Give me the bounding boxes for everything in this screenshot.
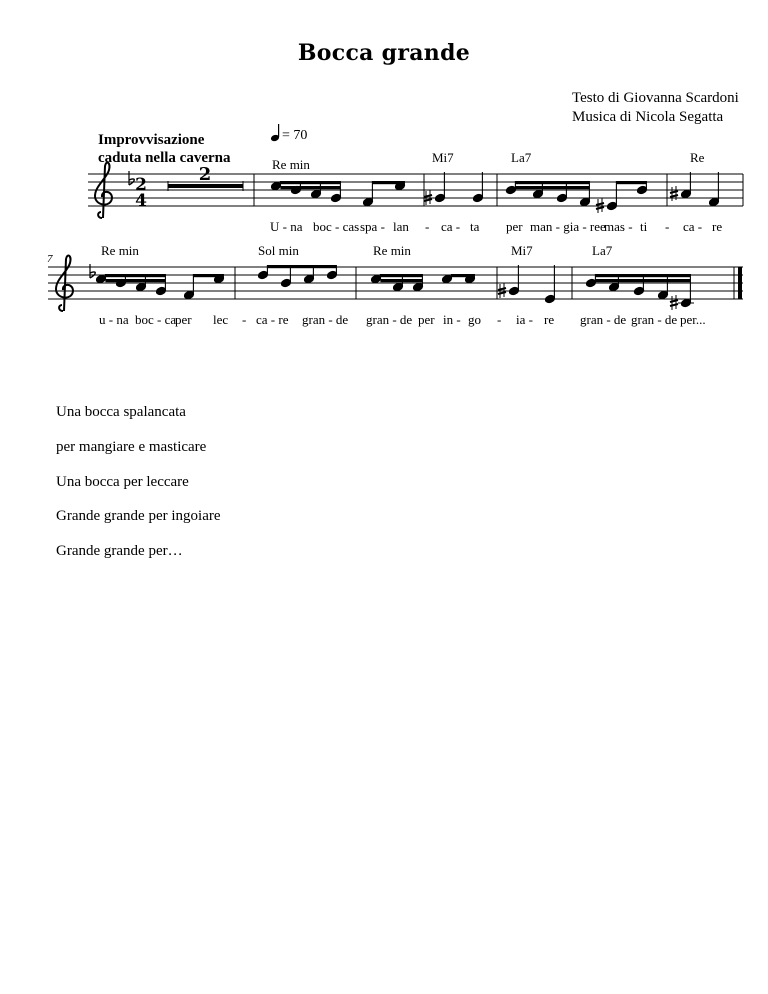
lyric-syllable: ca - — [441, 219, 461, 234]
chord-symbol: Mi7 — [511, 243, 533, 258]
time-signature-bottom: 4 — [135, 191, 147, 211]
lyric-syllable: ia - — [516, 312, 533, 327]
note-beam — [372, 181, 404, 184]
note-beam — [380, 274, 422, 277]
lyric-syllable: spa - — [360, 219, 385, 234]
verse-line: Una bocca per leccare — [56, 473, 189, 490]
note-beam — [515, 181, 589, 184]
music-staves — [0, 0, 768, 340]
note-beam — [105, 279, 165, 282]
verse-line: Una bocca spalancata — [56, 404, 186, 420]
note-beam — [380, 279, 422, 282]
note-beam — [105, 274, 165, 277]
verse-text — [56, 402, 221, 576]
lyric-syllable: man - gia - ree — [530, 219, 606, 234]
lyric-syllable: - — [665, 219, 670, 234]
chord-symbol: Re min — [373, 243, 411, 258]
song-title: Bocca grande — [297, 40, 471, 66]
verse-line: per mangiare e masticare — [56, 438, 207, 455]
lyric-syllable: boc - cas — [313, 219, 360, 234]
lyric-syllable: ca - re — [256, 312, 289, 327]
lyric-syllable: U - na — [270, 219, 303, 234]
lyric-syllable: - — [425, 219, 430, 234]
chord-symbol: Re — [690, 150, 705, 165]
note-beam — [280, 181, 340, 184]
lyric-syllable: gran - de — [631, 312, 678, 327]
lyric-syllable: per — [175, 312, 192, 327]
flat-icon — [90, 264, 95, 278]
lyric-syllable: ti — [640, 219, 648, 234]
sharp-icon — [670, 295, 678, 310]
chord-symbol: La7 — [592, 243, 613, 258]
note-beam — [280, 186, 340, 189]
lyric-syllable: gran - de — [580, 312, 627, 327]
time-signature — [135, 175, 147, 211]
note-beam — [595, 279, 690, 282]
chord-symbol: Mi7 — [432, 150, 454, 165]
note-beam — [515, 186, 589, 189]
lyric-syllable: ta — [470, 219, 480, 234]
note-beam — [193, 274, 223, 277]
tempo-value: = 70 — [282, 128, 308, 143]
lyric-syllable: - — [242, 312, 247, 327]
chord-symbol: La7 — [511, 150, 532, 165]
lyric-syllable: ca - — [683, 219, 703, 234]
note-beam — [595, 274, 690, 277]
verse-line: Grande grande per ingoiare — [56, 508, 221, 525]
lyric-syllable: re — [712, 219, 723, 234]
flat-icon — [129, 171, 134, 185]
lyric-syllable: gran - de — [366, 312, 413, 327]
chord-symbol: Re min — [101, 243, 139, 258]
notes — [95, 172, 719, 310]
lyric-syllable: - — [497, 312, 502, 327]
lyric-syllable: in - — [443, 312, 461, 327]
multi-rest-count: 2 — [198, 164, 212, 185]
lyric-syllable: per — [418, 312, 435, 327]
intro-line-2: caduta nella caverna — [98, 150, 231, 166]
lyric-syllable: per... — [680, 312, 706, 327]
lyric-syllable: lec — [213, 312, 229, 327]
lyric-syllable: per — [506, 219, 523, 234]
lyric-syllable: go — [468, 312, 481, 327]
lyric-syllable: re — [544, 312, 555, 327]
note-beam — [616, 181, 646, 184]
clefs-and-signatures — [56, 163, 243, 311]
lyric-syllable: lan — [393, 219, 409, 234]
lyric-syllable: boc - ca — [135, 312, 177, 327]
note-beam — [451, 274, 474, 277]
lyric-syllable: mas - — [604, 219, 633, 234]
chord-symbol: Re min — [272, 157, 310, 172]
lyric-syllable: u - na — [99, 312, 129, 327]
sharp-icon — [670, 186, 678, 201]
lyricist-credit: Testo di Giovanna Scardoni — [572, 90, 739, 106]
chord-symbol: Sol min — [258, 243, 299, 258]
note-beam — [267, 265, 336, 268]
lyric-syllable: gran - de — [302, 312, 349, 327]
measure-number: 7 — [47, 253, 53, 265]
intro-line-1: Improvvisazione — [98, 132, 205, 148]
composer-credit: Musica di Nicola Segatta — [572, 109, 724, 125]
verse-line: Grande grande per… — [56, 543, 183, 560]
time-signature-top: 2 — [135, 175, 147, 195]
